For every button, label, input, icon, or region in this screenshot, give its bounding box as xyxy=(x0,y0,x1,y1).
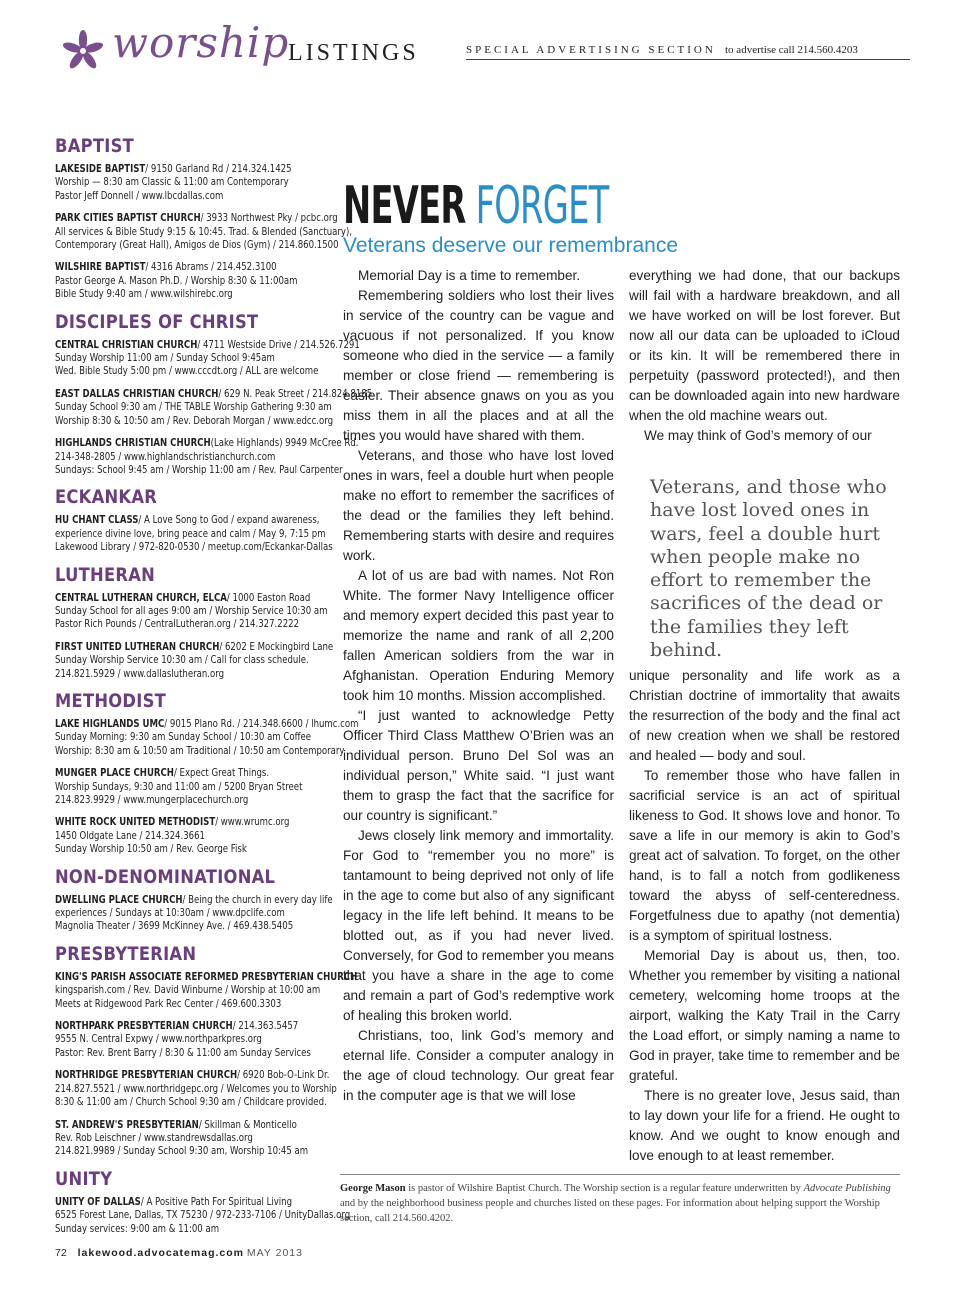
advertise-phone: to advertise call 214.560.4203 xyxy=(725,44,858,56)
denomination-heading: LUTHERAN xyxy=(55,563,156,586)
listing-line: 214.827.5521 / www.northridgepc.org / Welcomes you to Worship xyxy=(55,1083,337,1095)
denomination-heading: UNITY xyxy=(55,1167,113,1190)
listing-line xyxy=(55,1119,332,1132)
church-name: NORTHRIDGE PRESBYTERIAN CHURCH xyxy=(55,1070,238,1082)
church-listing xyxy=(55,339,360,379)
listing-line xyxy=(55,1020,332,1033)
listing-line: Rev. Rob Leischner / www.standrewsdallas.org xyxy=(55,1132,253,1144)
author-bio: is pastor of Wilshire Baptist Church. The Worship section is a regular feature underwritten by xyxy=(408,1183,801,1194)
listing-line: Pastor: Rev. Brent Barry / 8:30 & 11:00 am Sunday Services xyxy=(55,1047,311,1059)
site-url[interactable]: lakewood.advocatemag.com xyxy=(77,1247,244,1259)
listing-detail: / A Positive Path For Spiritual Living xyxy=(140,1196,293,1208)
article-subtitle: Veterans deserve our remembrance xyxy=(343,234,679,257)
listing-line: Bible Study 9:40 am / www.wilshirebc.org xyxy=(55,289,233,301)
listing-line: Meets at Ridgewood Park Rec Center / 469.600.3303 xyxy=(55,998,282,1010)
listing-detail: / A Love Song to God / expand awareness, xyxy=(138,515,320,527)
church-listing xyxy=(55,1196,351,1236)
author-name: George Mason xyxy=(340,1183,406,1194)
listing-line: Magnolia Theater / 3699 McKinney Ave. / 469.438.5405 xyxy=(55,921,294,933)
listing-line xyxy=(55,212,338,225)
title-never: NEVER xyxy=(343,176,466,236)
flower-logo-icon xyxy=(60,28,106,74)
listing-line: 1450 Oldgate Lane / 214.324.3661 xyxy=(55,830,205,842)
listing-line: Worship: 8:30 am & 10:50 am Traditional / 10:50 am Contemporary xyxy=(55,745,345,757)
church-listing xyxy=(55,1119,332,1159)
denomination-heading: DISCIPLES OF CHRIST xyxy=(55,310,259,333)
masthead xyxy=(60,18,910,80)
church-listing xyxy=(55,1020,332,1060)
listing-line: Worship 8:30 & 10:50 am / Rev. Deborah Morgan / www.edcc.org xyxy=(55,415,334,427)
article-column-left xyxy=(343,266,614,1106)
listing-detail: / 3933 Northwest Pky / pcbc.org xyxy=(200,213,338,225)
church-name: WILSHIRE BAPTIST xyxy=(55,262,146,274)
listing-line xyxy=(55,261,332,274)
listing-line: Contemporary (Great Hall), Amigos de Dios (Gym) / 214.860.1500 xyxy=(55,240,339,252)
listing-detail: / Being the church in every day life xyxy=(182,894,333,906)
listing-line xyxy=(55,816,332,829)
listing-line: experience divine love, bring peace and calm / May 9, 7:15 pm xyxy=(55,528,326,540)
listing-line: Sunday services: 9:00 am & 11:00 am xyxy=(55,1223,220,1235)
church-name: NORTHPARK PRESBYTERIAN CHURCH xyxy=(55,1021,233,1033)
listing-detail: / 214.363.5457 xyxy=(232,1021,299,1033)
article-paragraph: Jews closely link memory and immortality. For God to “remember you no more” is tantamount to being deprived not only of life in the age to come but also of any significant legacy in the life left behind. It means to be blotted out, as if you had never lived. Conversely, for God to remember you means that you have a share in the age to come and remain a part of God’s redemptive work of healing this broken world. xyxy=(343,828,614,1023)
church-name: DWELLING PLACE CHURCH xyxy=(55,894,183,906)
listing-line xyxy=(55,592,332,605)
church-name: WHITE ROCK UNITED METHODIST xyxy=(55,817,216,829)
church-name: HIGHLANDS CHRISTIAN CHURCH xyxy=(55,438,211,450)
listing-line xyxy=(55,718,359,731)
listing-line: Worship Sundays, 9:30 and 11:00 am / 5200 Bryan Street xyxy=(55,781,303,793)
article-column-right-bottom xyxy=(629,666,900,1166)
article-paragraph: everything we had done, that our backups will fail with a hardware breakdown, and all we have worked on will be lost forever. But now all our data can be uploaded to iCloud or its kin. It will be remembered there in perpetuity (password protected!), and then can be downloaded again into new hardware when the old machine wears out. xyxy=(629,268,900,423)
church-listing xyxy=(55,437,359,477)
listing-line: Sundays: School 9:45 am / Worship 11:00 am / Rev. Paul Carpenter xyxy=(55,464,343,476)
church-name: FIRST UNITED LUTHERAN CHURCH xyxy=(55,641,220,653)
support-info: and by the neighborhood business people and churches listed on these pages. For information about helping support the Worship section, call 214.560.4202. xyxy=(340,1198,880,1224)
publisher-name: Advocate Publishing xyxy=(803,1183,891,1194)
church-name: HU CHANT CLASS xyxy=(55,515,139,527)
listing-line: Sunday Worship 11:00 am / Sunday School 9:45am xyxy=(55,353,275,365)
section-title-listings: LISTINGS xyxy=(288,40,419,66)
listing-line: Worship — 8:30 am Classic & 11:00 am Contemporary xyxy=(55,177,289,189)
church-name: CENTRAL LUTHERAN CHURCH, ELCA xyxy=(55,592,227,604)
church-name: MUNGER PLACE CHURCH xyxy=(55,768,174,780)
header-rule xyxy=(466,59,910,60)
church-listing xyxy=(55,718,359,758)
listing-line: 214.821.5929 / www.dallaslutheran.org xyxy=(55,668,225,680)
article-paragraph: “I just wanted to acknowledge Petty Officer Third Class Matthew O’Brien was an individual person. Bruno Del Sol was an individual person,” White said. “I just want them to grasp the fact that the sacrifice for our country is significant.” xyxy=(343,708,614,823)
listing-line: Sunday School for all ages 9:00 am / Worship Service 10:30 am xyxy=(55,605,328,617)
church-name: PARK CITIES BAPTIST CHURCH xyxy=(55,213,201,225)
listing-line: Pastor Jeff Donnell / www.lbcdallas.com xyxy=(55,190,224,202)
denomination-heading: BAPTIST xyxy=(55,135,135,157)
listing-line: kingsparish.com / Rev. David Winburne / Worship at 10:00 am xyxy=(55,985,321,997)
listing-line: All services & Bible Study 9:15 & 10:45. Trad. & Blended (Sanctuary), xyxy=(55,226,353,238)
article-paragraph: Veterans, and those who have lost loved ones in wars, feel a double hurt when people make no effort to remember the sacrifices of the dead or the families they left behind. Remembering starts with desire and requires work. xyxy=(343,448,614,563)
article-paragraph: Christians, too, link God’s memory and eternal life. Consider a computer analogy in the age of cloud technology. Our great fear in the computer age is that we will lose xyxy=(343,1028,614,1103)
listing-line xyxy=(55,1196,332,1209)
church-listing xyxy=(55,767,332,807)
listing-line xyxy=(55,163,332,176)
listing-line: Pastor George A. Mason Ph.D. / Worship 8:30 & 11:00am xyxy=(55,275,298,287)
listing-line: 9555 N. Central Expwy / www.northparkpres.org xyxy=(55,1034,262,1046)
church-name: ST. ANDREW'S PRESBYTERIAN xyxy=(55,1119,199,1131)
listing-detail: / 6920 Bob-O-Link Dr. xyxy=(237,1070,330,1082)
article-paragraph: Memorial Day is about us, then, too. Whether you remember by visiting a national cemetery, welcoming home troops at the airport, walking the Katy Trail in the Carry the Load effort, or simply naming a name to God in prayer, take time to remember and be grateful. xyxy=(629,948,900,1083)
listing-detail: / 629 N. Peak Street / 214.824.8185 xyxy=(218,388,373,400)
church-listing xyxy=(55,894,332,934)
listing-detail: / 1000 Easton Road xyxy=(226,592,311,604)
listing-line: Sunday Morning: 9:30 am Sunday School / 10:30 am Coffee xyxy=(55,732,312,744)
church-listing xyxy=(55,388,373,428)
church-listing xyxy=(55,1069,337,1109)
listing-line xyxy=(55,767,332,780)
page-folio xyxy=(55,1247,303,1259)
special-advertising-label: SPECIAL ADVERTISING SECTION xyxy=(466,44,716,56)
article-paragraph: We may think of God’s memory of our xyxy=(644,428,872,443)
church-name: EAST DALLAS CHRISTIAN CHURCH xyxy=(55,388,219,400)
listing-line: Wed. Bible Study 5:00 pm / www.cccdt.org / ALL are welcome xyxy=(55,366,319,378)
listing-detail: / 6202 E Mockingbird Lane xyxy=(219,641,334,653)
listing-line: Lakewood Library / 972-820-0530 / meetup.com/Eckankar-Dallas xyxy=(55,542,333,554)
article-title xyxy=(343,176,609,236)
article-paragraph: To remember those who have fallen in sacrificial service is an act of spiritual likeness to God. It shows love and honor. To save a life in our memory is akin to God’s great act of salvation. To forget, on the other hand, is to fall a notch from godlikeness toward the abyss of self-centeredness. Forgetfulness due to apathy (not dementia) is a symptom of spiritual lostness. xyxy=(629,768,900,943)
footnote-rule xyxy=(340,1174,900,1175)
article-paragraph: There is no greater love, Jesus said, than to lay down your life for a friend. He ought to know. And we ought to know enough and love enough to at least remember. xyxy=(629,1088,900,1163)
listing-line xyxy=(55,1069,332,1082)
article-paragraph: A lot of us are bad with names. Not Ron White. The former Navy Intelligence officer and memory expert decided this past year to memorize the name and rank of all 2,200 fallen American soldiers from the war in Afghanistan. Operation Enduring Memory took him 10 months. Mission accomplished. xyxy=(343,568,614,703)
listing-line xyxy=(55,894,332,907)
denomination-heading: NON-DENOMINATIONAL xyxy=(55,865,276,888)
listing-detail: / 4316 Abrams / 214.452.3100 xyxy=(145,262,277,274)
denomination-heading: METHODIST xyxy=(55,689,167,712)
section-title-worship: worship xyxy=(112,18,290,67)
listing-line xyxy=(55,339,360,352)
denomination-heading: PRESBYTERIAN xyxy=(55,942,197,965)
pull-quote: Veterans, and those who have lost loved ones in wars, feel a double hurt when people make no effort to remember the sacrifices of the dead or the families they left behind. xyxy=(650,476,887,662)
article-paragraph: Memorial Day is a time to remember. xyxy=(358,268,581,283)
listing-line xyxy=(55,641,332,654)
listing-detail: / 4711 Westside Drive / 214.526.7291 xyxy=(197,339,360,351)
church-name: CENTRAL CHRISTIAN CHURCH xyxy=(55,339,198,351)
church-name: LAKE HIGHLANDS UMC xyxy=(55,718,165,730)
listing-line: 8:30 & 11:00 am / Church School 9:30 am / Childcare provided. xyxy=(55,1097,327,1109)
author-footnote xyxy=(340,1181,900,1226)
title-forget: FORGET xyxy=(475,176,609,236)
church-listing xyxy=(55,816,332,856)
listing-detail: / www.wrumc.org xyxy=(215,817,290,829)
church-listing xyxy=(55,514,332,554)
listing-line: 214-348-2805 / www.highlandschristianchurch.com xyxy=(55,451,276,463)
church-listing xyxy=(55,592,332,632)
listing-line: Sunday Worship Service 10:30 am / Call for class schedule. xyxy=(55,655,309,667)
listing-detail: / Expect Great Things. xyxy=(173,768,270,780)
listing-line: 6525 Forest Lane, Dallas, TX 75230 / 972-233-7106 / UnityDallas.org xyxy=(55,1210,351,1222)
issue-date: MAY 2013 xyxy=(246,1247,303,1259)
listing-detail: / 9150 Garland Rd / 214.324.1425 xyxy=(145,164,292,175)
listing-line xyxy=(55,514,332,527)
listing-line xyxy=(55,437,359,450)
church-listing xyxy=(55,641,332,681)
listing-detail: (Lake Highlands) 9949 McCree Rd. xyxy=(210,438,359,450)
church-name: UNITY OF DALLAS xyxy=(55,1196,141,1208)
listing-line xyxy=(55,388,373,401)
listing-line: Sunday Worship 10:50 am / Rev. George Fisk xyxy=(55,844,247,856)
article-paragraph: Remembering soldiers who lost their lives in service of the country can be vague and vacuous if not personalized. If you know someone who died in the service — a family member or close friend — remembering is easier. Their absence gnaws on you as you miss them in all the places and at all the times you would have shared with them. xyxy=(343,288,614,443)
listing-line: 214.821.9989 / Sunday School 9:30 am, Worship 10:45 am xyxy=(55,1146,309,1158)
page-number: 72 xyxy=(55,1247,67,1259)
church-listing xyxy=(55,971,358,1011)
church-listing xyxy=(55,212,353,252)
listing-line: experiences / Sundays at 10:30am / www.dpclife.com xyxy=(55,908,285,920)
denomination-heading: ECKANKAR xyxy=(55,486,158,509)
church-name: LAKESIDE BAPTIST xyxy=(55,164,146,175)
listing-line: Sunday School 9:30 am / THE TABLE Worship Gathering 9:30 am xyxy=(55,402,332,414)
article-column-right-top xyxy=(629,266,900,446)
listing-line xyxy=(55,971,358,984)
listing-line: 214.823.9929 / www.mungerplacechurch.org xyxy=(55,795,249,806)
church-listing xyxy=(55,163,332,203)
church-listing xyxy=(55,261,332,301)
listing-detail: / Skillman & Monticello xyxy=(198,1119,297,1131)
listing-detail: / 9015 Plano Rd. / 214.348.6600 / lhumc.com xyxy=(164,718,359,730)
article-paragraph: unique personality and life work as a Christian doctrine of immortality that awaits the resurrection of the body and the final act of new creation when we shall be restored and healed — body and soul. xyxy=(629,668,900,763)
church-name: KING'S PARISH ASSOCIATE REFORMED PRESBYTERIAN CHURCH xyxy=(55,971,358,983)
listing-line: Pastor Rich Pounds / CentralLutheran.org / 214.327.2222 xyxy=(55,619,300,631)
